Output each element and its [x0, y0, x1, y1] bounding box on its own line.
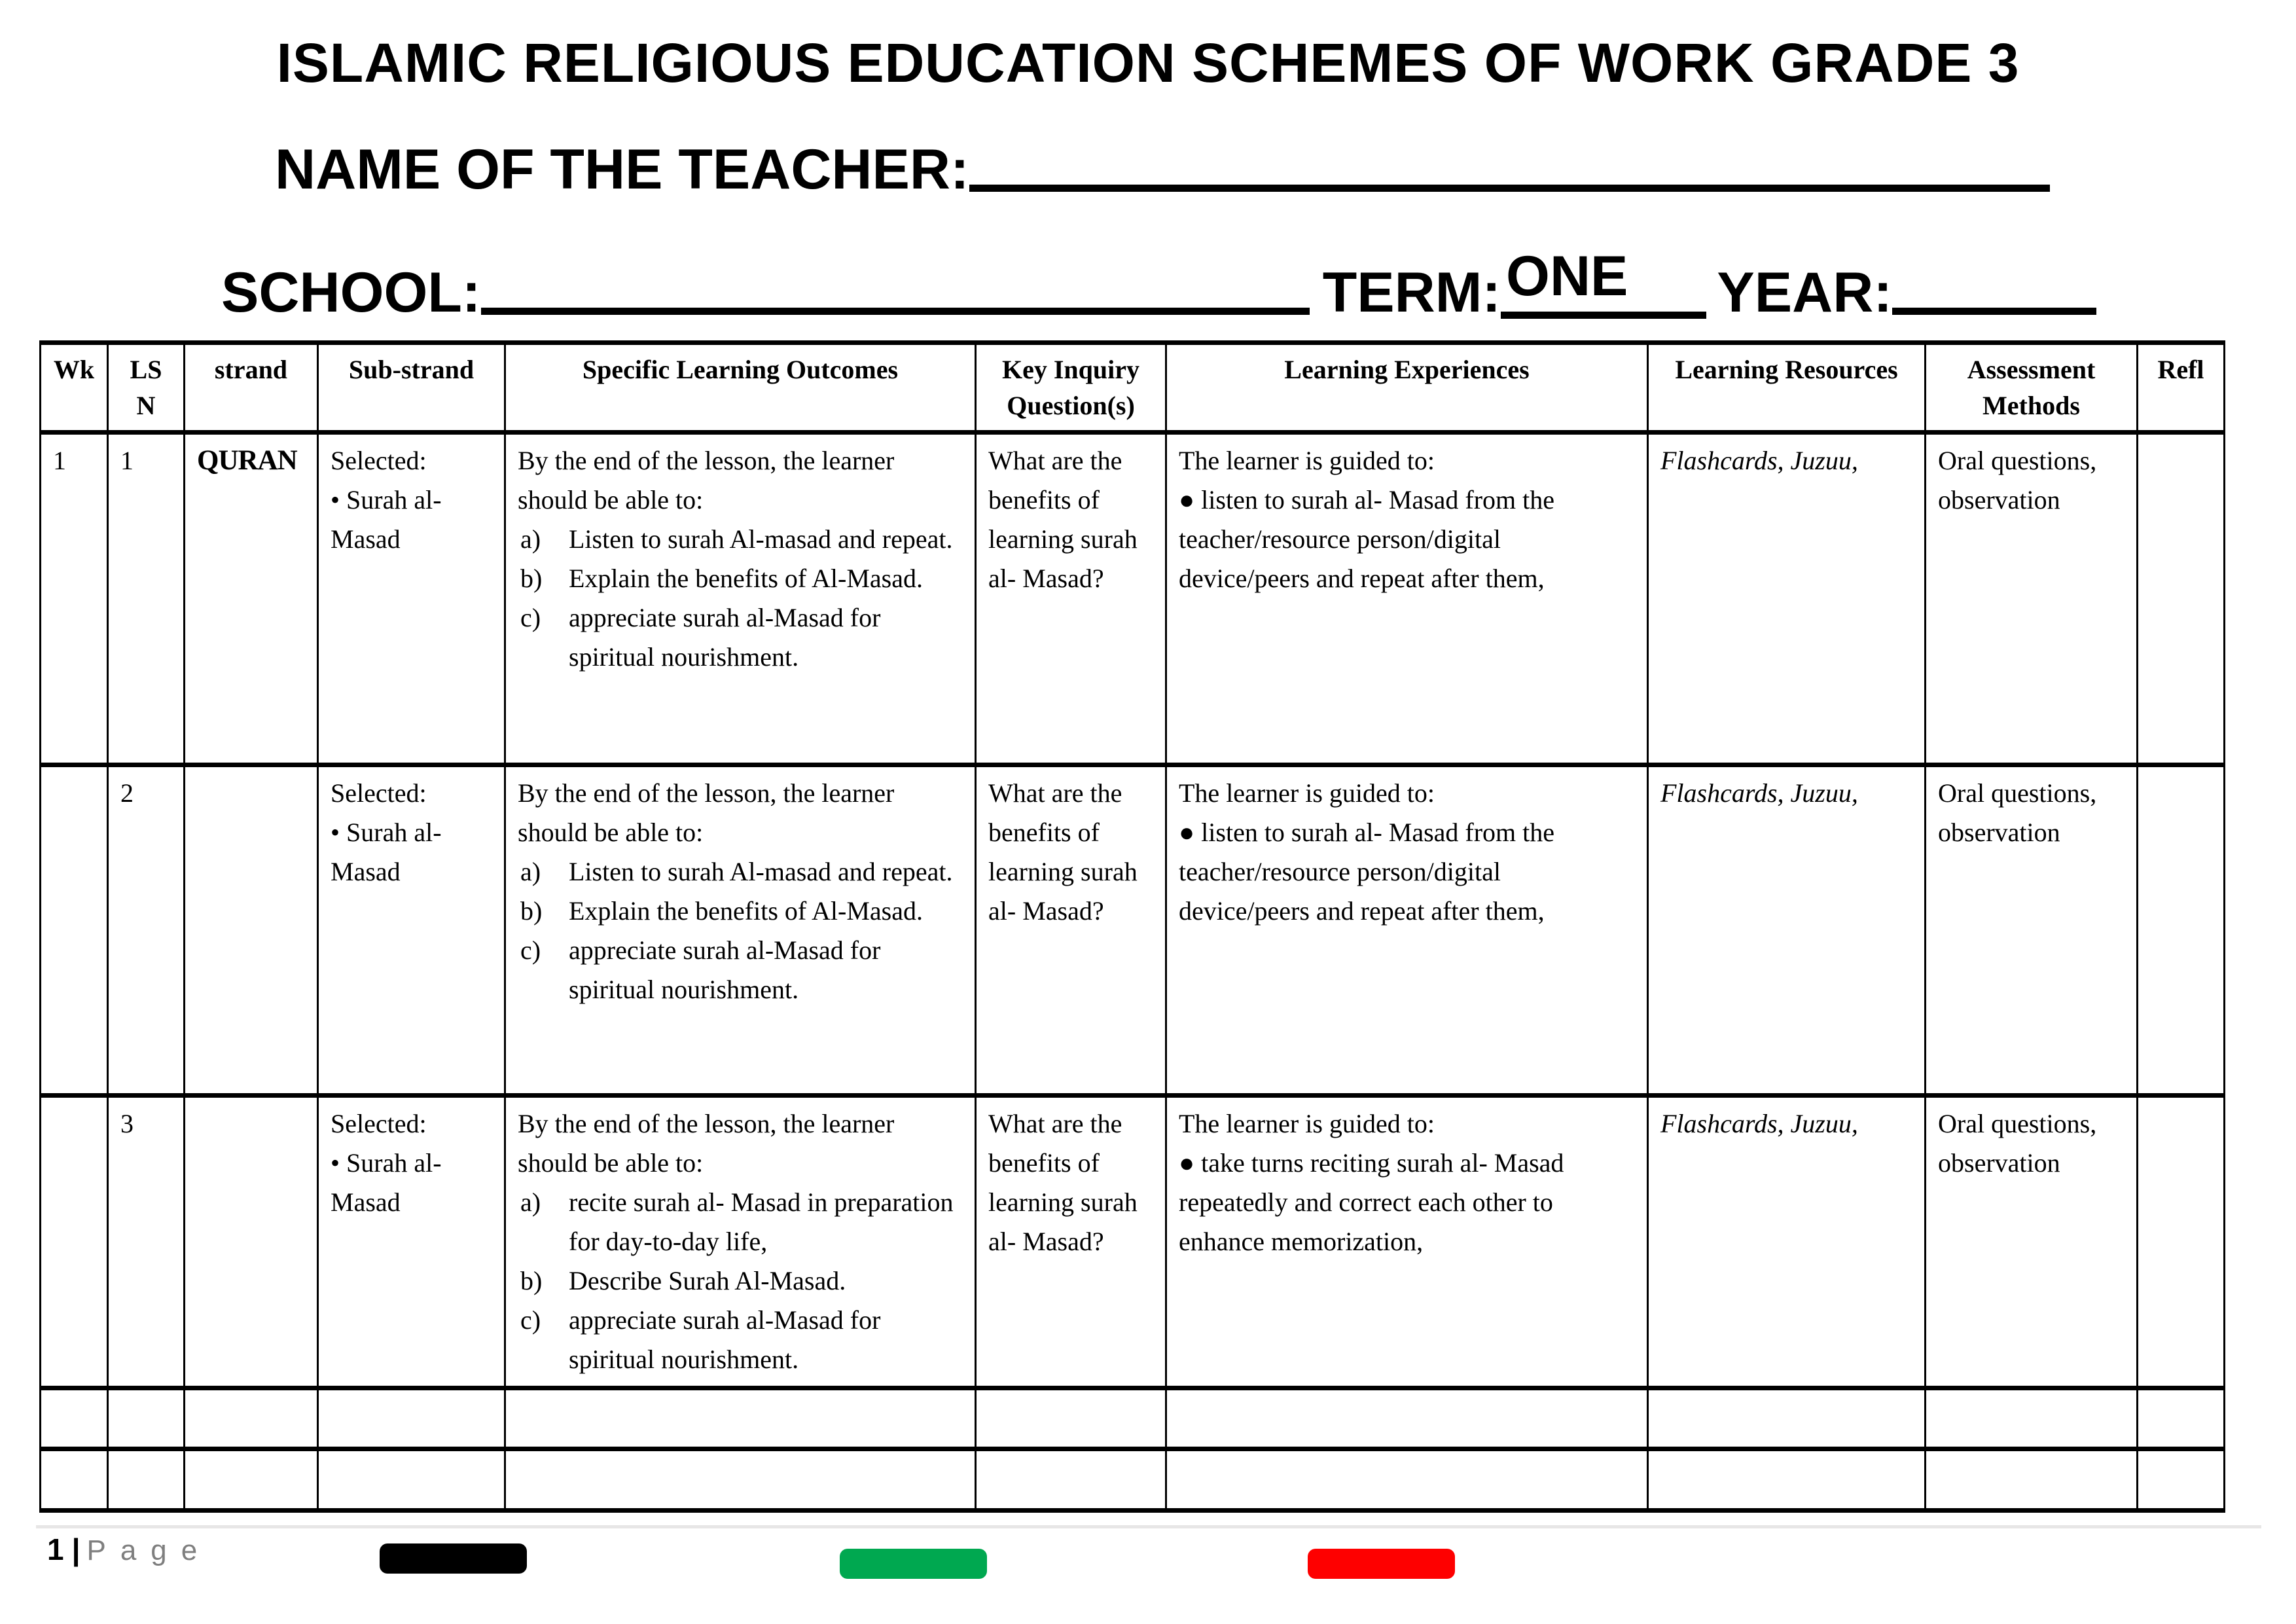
term-value: ONE	[1501, 245, 1706, 319]
cell-learning-experiences	[1166, 765, 1648, 1096]
teacher-name-line	[275, 139, 2050, 201]
empty-cell	[505, 1388, 976, 1449]
column-header-strand: strand	[185, 343, 318, 433]
empty-cell	[41, 1388, 108, 1449]
table-header-row	[41, 343, 2225, 433]
cell-wk	[41, 765, 108, 1096]
column-header-key-inquiry: Key Inquiry Question(s)	[976, 343, 1166, 433]
cell-learning-resources: Flashcards, Juzuu,	[1648, 433, 1926, 765]
empty-cell	[185, 1449, 318, 1511]
cell-assessment: Oral questions, observation	[1926, 433, 2138, 765]
sub-strand-line: Selected:	[331, 778, 427, 808]
experiences-intro: The learner is guided to:	[1179, 446, 1435, 475]
table-row-lesson-2	[41, 765, 2225, 1096]
experiences-bullet: ● take turns reciting surah al- Masad repeatedly and correct each other to enhance memorization,	[1179, 1148, 1564, 1256]
cell-lsn: 2	[108, 765, 185, 1096]
table-row-lesson-3	[41, 1096, 2225, 1388]
page-number: 1	[47, 1532, 64, 1566]
cell-key-inquiry: What are the benefits of learning surah al- Masad?	[976, 1096, 1166, 1388]
cell-learning-resources: Flashcards, Juzuu,	[1648, 1096, 1926, 1388]
red-chip	[1308, 1549, 1455, 1579]
empty-cell	[318, 1388, 505, 1449]
empty-row	[41, 1388, 2225, 1449]
sub-strand-line: Selected:	[331, 1109, 427, 1138]
outcome-item: b) Describe Surah Al-Masad.	[520, 1266, 846, 1295]
empty-cell	[976, 1449, 1166, 1511]
cell-strand	[185, 1096, 318, 1388]
black-chip	[380, 1543, 527, 1574]
cell-specific-learning-outcomes	[505, 765, 976, 1096]
sub-strand-line: Masad	[331, 524, 401, 554]
empty-cell	[1166, 1388, 1648, 1449]
empty-row	[41, 1449, 2225, 1511]
outcomes-intro: By the end of the lesson, the learner should be able to:	[518, 1109, 895, 1178]
document-title: ISLAMIC RELIGIOUS EDUCATION SCHEMES OF WORK GRADE 3	[276, 32, 2020, 94]
cell-learning-experiences	[1166, 433, 1648, 765]
teacher-name-blank	[969, 185, 2050, 192]
column-header-wk: Wk	[41, 343, 108, 433]
outcome-item: b) Explain the benefits of Al-Masad.	[520, 896, 923, 926]
cell-learning-resources: Flashcards, Juzuu,	[1648, 765, 1926, 1096]
cell-lsn: 3	[108, 1096, 185, 1388]
table-row-lesson-1	[41, 433, 2225, 765]
sub-strand-line: Masad	[331, 857, 401, 886]
outcome-item: c) appreciate surah al-Masad for spiritual nourishment.	[520, 1305, 881, 1374]
cell-refl	[2138, 433, 2225, 765]
cell-refl	[2138, 765, 2225, 1096]
cell-specific-learning-outcomes	[505, 1096, 976, 1388]
experiences-intro: The learner is guided to:	[1179, 778, 1435, 808]
cell-sub-strand	[318, 1096, 505, 1388]
outcomes-intro: By the end of the lesson, the learner should be able to:	[518, 778, 895, 847]
green-chip	[840, 1549, 987, 1579]
page-number-footer	[47, 1532, 211, 1567]
footer-divider	[36, 1525, 2261, 1528]
column-header-lsn: LS N	[108, 343, 185, 433]
empty-cell	[41, 1449, 108, 1511]
schemes-of-work-table	[39, 340, 2225, 1513]
school-label: SCHOOL:	[221, 261, 481, 324]
empty-cell	[2138, 1449, 2225, 1511]
school-blank	[481, 308, 1310, 315]
empty-cell	[1648, 1388, 1926, 1449]
page-number-separator: |	[71, 1532, 81, 1566]
strand-value: QURAN	[197, 445, 297, 476]
outcome-item: a) Listen to surah Al-masad and repeat.	[520, 857, 953, 886]
year-label: YEAR:	[1717, 261, 1892, 324]
column-header-resources: Learning Resources	[1648, 343, 1926, 433]
school-term-year-line	[221, 245, 2096, 324]
outcome-item: a) Listen to surah Al-masad and repeat.	[520, 524, 953, 554]
outcome-item: b) Explain the benefits of Al-Masad.	[520, 564, 923, 593]
sub-strand-line: • Surah al-	[331, 485, 442, 514]
empty-cell	[505, 1449, 976, 1511]
empty-cell	[1926, 1449, 2138, 1511]
outcomes-intro: By the end of the lesson, the learner should be able to:	[518, 446, 895, 514]
sub-strand-line: Masad	[331, 1187, 401, 1217]
empty-cell	[1166, 1449, 1648, 1511]
experiences-intro: The learner is guided to:	[1179, 1109, 1435, 1138]
cell-sub-strand	[318, 765, 505, 1096]
cell-sub-strand	[318, 433, 505, 765]
empty-cell	[108, 1388, 185, 1449]
empty-cell	[108, 1449, 185, 1511]
sub-strand-line: Selected:	[331, 446, 427, 475]
year-blank	[1892, 308, 2096, 315]
cell-strand	[185, 765, 318, 1096]
cell-strand	[185, 433, 318, 765]
cell-learning-experiences	[1166, 1096, 1648, 1388]
column-header-sub-strand: Sub-strand	[318, 343, 505, 433]
empty-cell	[2138, 1388, 2225, 1449]
cell-specific-learning-outcomes	[505, 433, 976, 765]
empty-cell	[185, 1388, 318, 1449]
outcome-item: c) appreciate surah al-Masad for spiritual nourishment.	[520, 603, 881, 672]
empty-cell	[1926, 1388, 2138, 1449]
empty-cell	[318, 1449, 505, 1511]
empty-cell	[976, 1388, 1166, 1449]
outcome-item: c) appreciate surah al-Masad for spiritual nourishment.	[520, 935, 881, 1004]
cell-key-inquiry: What are the benefits of learning surah al- Masad?	[976, 433, 1166, 765]
column-header-outcomes: Specific Learning Outcomes	[505, 343, 976, 433]
column-header-assessment: Assessment Methods	[1926, 343, 2138, 433]
cell-lsn: 1	[108, 433, 185, 765]
cell-wk	[41, 1096, 108, 1388]
cell-wk: 1	[41, 433, 108, 765]
column-header-experiences: Learning Experiences	[1166, 343, 1648, 433]
cell-refl	[2138, 1096, 2225, 1388]
cell-assessment: Oral questions, observation	[1926, 765, 2138, 1096]
cell-assessment: Oral questions, observation	[1926, 1096, 2138, 1388]
outcome-item: a) recite surah al- Masad in preparation for day-to-day life,	[520, 1187, 954, 1256]
cell-key-inquiry: What are the benefits of learning surah al- Masad?	[976, 765, 1166, 1096]
empty-cell	[1648, 1449, 1926, 1511]
term-label: TERM:	[1322, 261, 1501, 324]
page-word: Page	[86, 1534, 212, 1566]
experiences-bullet: ● listen to surah al- Masad from the teacher/resource person/digital device/peers and repeat after them,	[1179, 818, 1555, 926]
column-header-refl: Refl	[2138, 343, 2225, 433]
sub-strand-line: • Surah al-	[331, 818, 442, 847]
experiences-bullet: ● listen to surah al- Masad from the teacher/resource person/digital device/peers and repeat after them,	[1179, 485, 1555, 593]
sub-strand-line: • Surah al-	[331, 1148, 442, 1178]
teacher-name-label: NAME OF THE TEACHER:	[275, 138, 969, 201]
